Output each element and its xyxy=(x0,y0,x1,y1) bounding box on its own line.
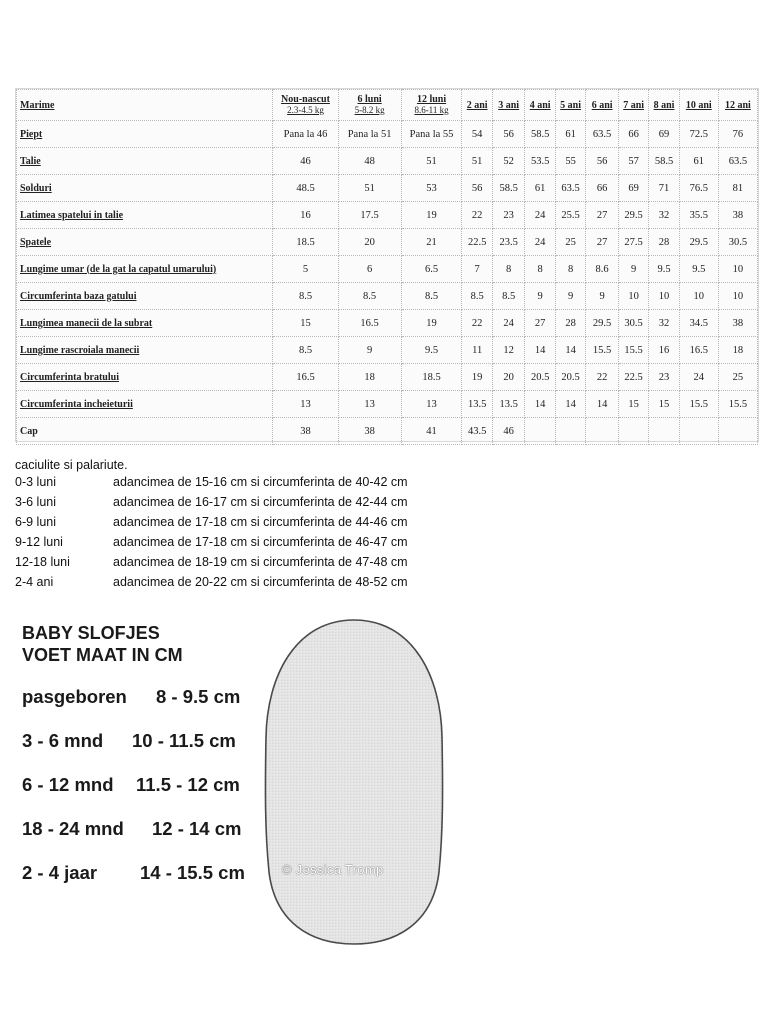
size-column-header xyxy=(555,90,585,121)
measurement-value: 10 xyxy=(679,283,718,310)
size-table-row xyxy=(17,229,758,256)
size-column-title: 6 ani xyxy=(591,99,613,111)
measurement-value: 30.5 xyxy=(718,229,757,256)
measurement-label: Circumferinta baza gatului xyxy=(17,283,273,310)
slofje-size-row xyxy=(22,730,236,752)
size-column-title: 4 ani xyxy=(529,99,551,111)
sole-credit-watermark: © Jessica Tromp xyxy=(282,862,384,877)
measurement-value: 13.5 xyxy=(492,391,525,418)
measurement-value: 13 xyxy=(401,391,462,418)
measurement-value: 9 xyxy=(338,337,401,364)
size-table-header-label: Marime xyxy=(17,90,273,121)
size-column-header xyxy=(462,90,492,121)
measurement-value: 23 xyxy=(492,202,525,229)
measurement-value: 58.5 xyxy=(649,148,679,175)
hat-size-row xyxy=(15,475,408,495)
measurement-value: 17.5 xyxy=(338,202,401,229)
hat-measurements: adancimea de 16-17 cm si circumferinta de 42-44 cm xyxy=(113,495,408,509)
slofje-age: pasgeboren xyxy=(22,686,127,707)
measurement-value xyxy=(649,418,679,445)
measurement-value xyxy=(618,418,648,445)
slofje-age: 2 - 4 jaar xyxy=(22,862,98,883)
measurement-value: 8 xyxy=(525,256,555,283)
measurement-value: 22.5 xyxy=(462,229,492,256)
size-column-title: 6 luni xyxy=(357,94,382,105)
measurement-value: 76.5 xyxy=(679,175,718,202)
measurement-value: 52 xyxy=(492,148,525,175)
slofje-size-row xyxy=(22,818,242,840)
hat-size-row xyxy=(15,575,408,595)
measurement-value: 16 xyxy=(273,202,338,229)
hat-size-row xyxy=(15,495,408,515)
size-column-weight: 2.3-4.5 kg xyxy=(287,105,324,115)
measurement-value: 9 xyxy=(525,283,555,310)
measurement-value: 32 xyxy=(649,202,679,229)
measurement-value: 15 xyxy=(649,391,679,418)
size-table-row xyxy=(17,202,758,229)
measurement-value: 48 xyxy=(338,148,401,175)
measurement-value: 8.6 xyxy=(586,256,619,283)
measurement-value: 5 xyxy=(273,256,338,283)
measurement-value: 63.5 xyxy=(586,121,619,148)
size-table-row xyxy=(17,283,758,310)
measurement-value: 15.5 xyxy=(586,337,619,364)
measurement-value: 18 xyxy=(338,364,401,391)
measurement-value: 8 xyxy=(492,256,525,283)
measurement-label: Circumferinta incheieturii xyxy=(17,391,273,418)
measurement-value: 12 xyxy=(492,337,525,364)
size-column-header xyxy=(718,90,757,121)
hat-measurements: adancimea de 17-18 cm si circumferinta de 46-47 cm xyxy=(113,535,408,549)
measurement-value: 24 xyxy=(525,229,555,256)
measurement-label: Spatele xyxy=(17,229,273,256)
measurement-value: 72.5 xyxy=(679,121,718,148)
measurement-value: 56 xyxy=(586,148,619,175)
measurement-value: 27 xyxy=(586,229,619,256)
slofje-foot-size: 8 - 9.5 cm xyxy=(156,686,241,707)
measurement-value: Pana la 46 xyxy=(273,121,338,148)
measurement-value: 15.5 xyxy=(679,391,718,418)
measurement-value: 27 xyxy=(525,310,555,337)
measurement-value: 8 xyxy=(555,256,585,283)
measurement-value: 48.5 xyxy=(273,175,338,202)
hat-age: 2-4 ani xyxy=(15,575,54,589)
measurement-value: 10 xyxy=(649,283,679,310)
measurement-value: 69 xyxy=(649,121,679,148)
measurement-value: 16.5 xyxy=(679,337,718,364)
measurement-value: 56 xyxy=(462,175,492,202)
size-column-title: 3 ani xyxy=(498,99,520,111)
measurement-value: Pana la 51 xyxy=(338,121,401,148)
slofje-age: 3 - 6 mnd xyxy=(22,730,104,751)
size-column-title: Nou-nascut xyxy=(281,94,330,105)
measurement-value: 63.5 xyxy=(718,148,757,175)
measurement-value: 9 xyxy=(618,256,648,283)
measurement-value: 15.5 xyxy=(718,391,757,418)
measurement-value: 6.5 xyxy=(401,256,462,283)
measurement-value: 19 xyxy=(401,310,462,337)
measurement-value: 61 xyxy=(679,148,718,175)
measurement-value xyxy=(718,418,757,445)
measurement-value: 9.5 xyxy=(401,337,462,364)
hats-size-list xyxy=(15,458,408,595)
size-table xyxy=(16,89,758,445)
hat-measurements: adancimea de 17-18 cm si circumferinta de 44-46 cm xyxy=(113,515,408,529)
hat-measurements: adancimea de 15-16 cm si circumferinta de 40-42 cm xyxy=(113,475,408,489)
measurement-label: Solduri xyxy=(17,175,273,202)
measurement-value: 10 xyxy=(618,283,648,310)
slofjes-title-line1: BABY SLOFJES xyxy=(22,623,160,643)
measurement-value: 54 xyxy=(462,121,492,148)
measurement-value: 21 xyxy=(401,229,462,256)
measurement-value: 71 xyxy=(649,175,679,202)
measurement-value: 38 xyxy=(273,418,338,445)
measurement-value: 27.5 xyxy=(618,229,648,256)
size-column-header xyxy=(492,90,525,121)
measurement-label: Piept xyxy=(17,121,273,148)
measurement-value: 35.5 xyxy=(679,202,718,229)
measurement-value: 61 xyxy=(555,121,585,148)
measurement-value: 19 xyxy=(462,364,492,391)
measurement-value: 9.5 xyxy=(649,256,679,283)
slofje-foot-size: 10 - 11.5 cm xyxy=(132,730,236,751)
measurement-value: 46 xyxy=(492,418,525,445)
size-column-title: 5 ani xyxy=(560,99,582,111)
measurement-value: 18.5 xyxy=(273,229,338,256)
size-column-header xyxy=(649,90,679,121)
measurement-value: 15 xyxy=(273,310,338,337)
measurement-value: 18 xyxy=(718,337,757,364)
measurement-value: 8.5 xyxy=(492,283,525,310)
size-table-row xyxy=(17,337,758,364)
measurement-value: 7 xyxy=(462,256,492,283)
size-column-title: 8 ani xyxy=(653,99,675,111)
measurement-value: 22.5 xyxy=(618,364,648,391)
measurement-label: Talie xyxy=(17,148,273,175)
measurement-value: 23.5 xyxy=(492,229,525,256)
slofjes-title-line2: VOET MAAT IN CM xyxy=(22,645,183,665)
size-column-header xyxy=(401,90,462,121)
measurement-value: 22 xyxy=(586,364,619,391)
measurement-value: 14 xyxy=(555,337,585,364)
measurement-value: 63.5 xyxy=(555,175,585,202)
measurement-value: 24 xyxy=(679,364,718,391)
size-column-weight: 5-8.2 kg xyxy=(354,105,385,115)
size-table-row xyxy=(17,175,758,202)
size-table-row xyxy=(17,148,758,175)
measurement-value: 29.5 xyxy=(618,202,648,229)
measurement-value: 10 xyxy=(718,283,757,310)
measurement-value: 24 xyxy=(525,202,555,229)
measurement-value: 13.5 xyxy=(462,391,492,418)
measurement-value: 11 xyxy=(462,337,492,364)
size-table-image xyxy=(15,88,759,442)
measurement-value: 22 xyxy=(462,310,492,337)
hat-age: 6-9 luni xyxy=(15,515,56,529)
measurement-value: 53 xyxy=(401,175,462,202)
size-column-header xyxy=(618,90,648,121)
measurement-value: 28 xyxy=(649,229,679,256)
measurement-value: 57 xyxy=(618,148,648,175)
measurement-value: 29.5 xyxy=(586,310,619,337)
hat-measurements: adancimea de 18-19 cm si circumferinta de 47-48 cm xyxy=(113,555,408,569)
measurement-value: 18.5 xyxy=(401,364,462,391)
measurement-value: 25 xyxy=(555,229,585,256)
measurement-value: 8.5 xyxy=(401,283,462,310)
hat-age: 3-6 luni xyxy=(15,495,56,509)
measurement-label: Circumferinta bratului xyxy=(17,364,273,391)
measurement-value: 14 xyxy=(586,391,619,418)
measurement-value: 20.5 xyxy=(525,364,555,391)
measurement-value xyxy=(525,418,555,445)
measurement-value: 20.5 xyxy=(555,364,585,391)
measurement-value: 9 xyxy=(555,283,585,310)
hat-age: 9-12 luni xyxy=(15,535,63,549)
measurement-value: 8.5 xyxy=(462,283,492,310)
measurement-value: 16.5 xyxy=(273,364,338,391)
measurement-value: 23 xyxy=(649,364,679,391)
slofje-foot-size: 11.5 - 12 cm xyxy=(136,774,240,795)
size-column-header xyxy=(338,90,401,121)
slofje-age: 18 - 24 mnd xyxy=(22,818,124,839)
slofje-foot-size: 12 - 14 cm xyxy=(152,818,242,839)
measurement-value xyxy=(555,418,585,445)
measurement-value: 16.5 xyxy=(338,310,401,337)
measurement-value: 16 xyxy=(649,337,679,364)
measurement-value: 13 xyxy=(338,391,401,418)
measurement-value: 58.5 xyxy=(525,121,555,148)
measurement-value: 20 xyxy=(338,229,401,256)
measurement-value: 6 xyxy=(338,256,401,283)
measurement-value: 15 xyxy=(618,391,648,418)
measurement-value xyxy=(679,418,718,445)
measurement-value: 53.5 xyxy=(525,148,555,175)
measurement-value: 14 xyxy=(525,337,555,364)
size-column-title: 12 luni xyxy=(416,94,447,105)
measurement-value: 46 xyxy=(273,148,338,175)
measurement-value: 9.5 xyxy=(679,256,718,283)
measurement-value: 81 xyxy=(718,175,757,202)
measurement-value: 51 xyxy=(462,148,492,175)
measurement-value: 51 xyxy=(401,148,462,175)
slofjes-size-list xyxy=(22,622,245,883)
size-column-weight: 8.6-11 kg xyxy=(414,105,449,115)
measurement-value: 32 xyxy=(649,310,679,337)
measurement-value: 51 xyxy=(338,175,401,202)
measurement-value: 13 xyxy=(273,391,338,418)
size-table-row xyxy=(17,256,758,283)
measurement-value: 8.5 xyxy=(273,337,338,364)
measurement-value: Pana la 55 xyxy=(401,121,462,148)
size-column-header xyxy=(273,90,338,121)
measurement-value: 66 xyxy=(586,175,619,202)
measurement-value: 56 xyxy=(492,121,525,148)
measurement-value: 20 xyxy=(492,364,525,391)
slofje-size-row xyxy=(22,686,241,708)
size-table-row xyxy=(17,364,758,391)
measurement-value: 25.5 xyxy=(555,202,585,229)
size-column-title: 12 ani xyxy=(725,99,751,111)
size-table-row xyxy=(17,310,758,337)
slofje-size-row xyxy=(22,862,245,884)
measurement-value: 14 xyxy=(525,391,555,418)
size-column-title: 2 ani xyxy=(466,99,488,111)
hats-title: caciulite si palariute. xyxy=(15,458,128,472)
hat-age: 12-18 luni xyxy=(15,555,70,569)
measurement-label: Cap xyxy=(17,418,273,445)
measurement-value: 30.5 xyxy=(618,310,648,337)
size-table-row xyxy=(17,391,758,418)
size-table-header-row xyxy=(17,90,758,121)
measurement-value: 10 xyxy=(718,256,757,283)
size-column-title: 7 ani xyxy=(623,99,645,111)
measurement-label: Lungime umar (de la gat la capatul umarului) xyxy=(17,256,273,283)
measurement-value: 14 xyxy=(555,391,585,418)
measurement-value: 34.5 xyxy=(679,310,718,337)
measurement-value: 55 xyxy=(555,148,585,175)
size-table-row xyxy=(17,418,758,445)
size-column-title: 10 ani xyxy=(685,99,712,111)
hat-size-row xyxy=(15,555,408,575)
measurement-value: 69 xyxy=(618,175,648,202)
measurement-value: 38 xyxy=(718,202,757,229)
measurement-value: 76 xyxy=(718,121,757,148)
measurement-value: 61 xyxy=(525,175,555,202)
measurement-value: 66 xyxy=(618,121,648,148)
measurement-value: 15.5 xyxy=(618,337,648,364)
hat-size-row xyxy=(15,535,408,555)
measurement-value: 25 xyxy=(718,364,757,391)
measurement-value: 28 xyxy=(555,310,585,337)
hat-size-row xyxy=(15,515,408,535)
measurement-value: 43.5 xyxy=(462,418,492,445)
measurement-label: Lungime rascroiala manecii xyxy=(17,337,273,364)
hat-measurements: adancimea de 20-22 cm si circumferinta de 48-52 cm xyxy=(113,575,408,589)
measurement-value xyxy=(586,418,619,445)
slofje-foot-size: 14 - 15.5 cm xyxy=(140,862,245,883)
measurement-value: 38 xyxy=(338,418,401,445)
slofje-age: 6 - 12 mnd xyxy=(22,774,114,795)
measurement-value: 58.5 xyxy=(492,175,525,202)
measurement-value: 29.5 xyxy=(679,229,718,256)
measurement-value: 38 xyxy=(718,310,757,337)
measurement-value: 22 xyxy=(462,202,492,229)
measurement-value: 8.5 xyxy=(273,283,338,310)
measurement-value: 41 xyxy=(401,418,462,445)
size-column-header xyxy=(586,90,619,121)
size-table-row xyxy=(17,121,758,148)
measurement-value: 27 xyxy=(586,202,619,229)
slofje-size-row xyxy=(22,774,240,796)
measurement-label: Latimea spatelui in talie xyxy=(17,202,273,229)
measurement-label: Lungimea manecii de la subrat xyxy=(17,310,273,337)
measurement-value: 24 xyxy=(492,310,525,337)
hat-age: 0-3 luni xyxy=(15,475,56,489)
measurement-value: 19 xyxy=(401,202,462,229)
size-column-header xyxy=(679,90,718,121)
measurement-value: 8.5 xyxy=(338,283,401,310)
size-column-header xyxy=(525,90,555,121)
slipper-sole-template xyxy=(263,617,445,947)
measurement-value: 9 xyxy=(586,283,619,310)
